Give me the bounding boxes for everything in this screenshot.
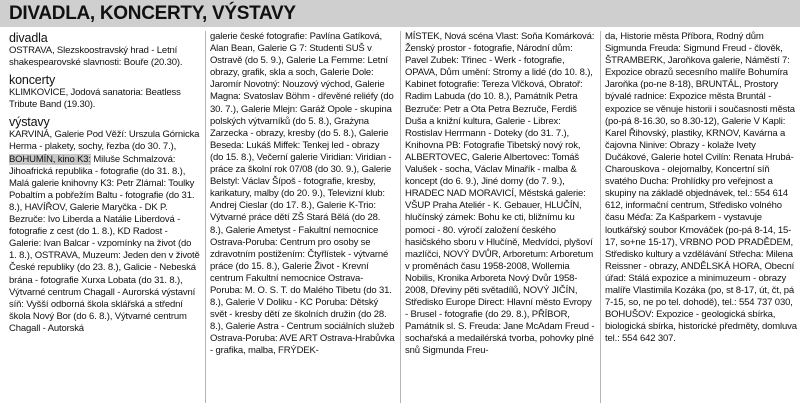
category-heading-vystavy: výstavy bbox=[9, 115, 50, 130]
column-2 bbox=[205, 31, 395, 403]
vystavy-listing-part-4: da, Historie města Příbora, Rodný dům Sigmunda Freuda: Sigmund Freud - člověk, ŠTRAMBERK, Jaroňkova galerie, Náměstí 7: Expozice obrazů secesního malíře Bohumíra Jaroňka (po-ne 8-18), BRUNTÁL, Prostory bývalé radnice: Expozice města Bruntál - expozice se věnuje historii i současnosti města (po-pá 8-16.30, so 8.30-12), Galerie V Kapli: Karel Řihovský, plastiky, KRNOV, Kavárna a čajovna Ninive: Obrazy - kolaže Ivety Dučákové, Galerie hotel Cvilín: Renata Hrubá-Charouskova - olejomalby, Koncertní síň svatého Ducha: Prohlídky pro veřejnost a skupiny na základě objednávek, tel.: 554 614 612, informační centrum, Středisko volného času Méďa: Za Kašparkem - vystavuje loutkářský soubor Krnováček (po-pá 8-14, 15-17, so+ne 15-17), VRBNO POD PRADĚDEM, Středisko kultury a vzdělávání Střecha: Milena Reissner - obrazy, ANDĚLSKÁ HORA, Obecní úřad: Stálá expozice a minimuzeum - obrazy malíře Vlastimila Kozáka (po, st 8-17, út, čt, pá 7-15, so, ne po tel. dohodě), tel.: 554 737 030, BOHUŠOV: Expozice - geologická sbírka, biologická sbírka, historické předměty, domluva tel.: 554 642 307. bbox=[605, 31, 797, 345]
koncerty-listing: KLIMKOVICE, Jodová sanatoria: Beatless Tribute Band (19.30). bbox=[9, 87, 181, 111]
highlighted-venue: BOHUMÍN, kino K3: bbox=[9, 153, 91, 165]
vystavy-listing-part-3: MÍSTEK, Nová scéna Vlast: Soňa Komárková: Ženský prostor - fotografie, Národní dům: Pavel Zubek: Třinec - Werk - fotografie, OPAVA, Dům umění: Stromy a lidé (do 10. 8.), Kabinet fotografie: Tereza Vlčková, Obratoř: Radim Labuda (do 10. 8.), Památník Petra Bezruče: Petr a Ota Petra Bezruče, Ferdiš Duša a knižní kultura, Galerie - Librex: Rostislav Herrmann - Doteky (do 31. 7.), Knihovna PB: Fotografie Tibetský nový rok, ALBERTOVEC, Galerie Albertovec: Tomáš Valušek - socha, Václav Minařík - malba & koncept (do 6. 9.), Jiné domy (do 7. 9.), HRADEC NAD MORAVICÍ, Městská galerie: VŠUP Praha Ateliér - K. Gebauer, HLUČÍN, hlučínský zámek: Bohu ke cti, bližnímu ku pomoci - 80. výročí založení českého hasičského sboru v Hlučíně, Medvídci, plyšoví mazlíčci, NOVÝ DVŮR, Arboretum: Arboretum v proměnách času 1958-2008, Wollemia Nobilis, Kronika Arboreta Nový Dvůr 1958-2008, Dřeviny pěti světadílů, NOVÝ JIČÍN, Středisko Europe Direct: Hlavní město Evropy - Brusel - fotografie (do 29. 8.), PŘÍBOR, Památník sl. S. Freuda: Jane McAdam Freud - sochařská a medailérská tvorba, pohovky plné snů Sigmunda Freu- bbox=[405, 31, 595, 357]
column-4 bbox=[600, 31, 798, 403]
category-heading-divadla: divadla bbox=[9, 31, 48, 45]
vystavy-listing-part-2: galerie české fotografie: Pavlína Gatíková, Alan Bean, Galerie G 7: Studenti SUŠ v Ostravě (do 5. 9.), Galerie La Femme: Letní obrazy, grafik, skla a soch, Galerie Dole: Jaromír Novotný: Nouzový východ, Galerie Magna: Svatoslav Böhm - dřevěné reliéfy (do 30. 7.), Galerie Mlejn: Garáž Opole - skupina polských výtvarníků (do 5. 8.), Grażyna Zarzecka - obrazy, kresby (do 5. 8.), Galerie Beseda: Lukáš Miffek: Tenkej led - obrazy (do 15. 8.), Večerní galerie Viridian: Viridian - práce za školní rok 07/08 (do 30. 9.), Galerie Belstyl: Václav Šípoš - fotografie, kresby, karikatury, malby (do 20. 9.), Televizní klub: Andrej Cieslar (do 17. 8.), Galerie K-Trio: Výtvarné práce dětí ZŠ Stará Bělá (do 28. 8.), Galerie Ametyst - Fakultní nemocnice Ostrava-Poruba: Centrum pro osoby se zdravotním postižením: Čtyřlístek - výtvarné práce (do 15. 8.), Galerie Život - Krevní centrum Fakultní nemocnice Ostrava-Poruba: M. O. S. T. do Malého Tibetu (do 31. 8.), Galerie V Doliku - KC Poruba: Dětský svět - kresby dětí ze školních družin (do 28. 8.), Galerie Astra - Centrum sociálních služeb Ostrava-Poruba: AVE ART Ostrava-Hrabůvka - grafika, malba, FRÝDEK- bbox=[210, 31, 395, 357]
vystavy-listing-part-1 bbox=[9, 129, 200, 335]
divadla-listing: OSTRAVA, Slezskoostravský hrad - Letní shakespearovské slavnosti: Bouře (20.30). bbox=[9, 45, 183, 69]
section-title: DIVADLA, KONCERTY, VÝSTAVY bbox=[9, 3, 296, 24]
section-header-banner bbox=[0, 0, 800, 27]
category-heading-koncerty: koncerty bbox=[9, 73, 56, 88]
vystavy-text-before-highlight: KARVINÁ, Galerie Pod Věží: Urszula Górnicka Herma - plakety, sochy, řezba (do 30. 7.), bbox=[9, 129, 200, 153]
column-3 bbox=[400, 31, 595, 403]
listing-columns bbox=[0, 31, 800, 405]
column-1 bbox=[9, 31, 200, 403]
vystavy-text-after-highlight: Miluše Schmalzová: Jihoafrická republika - fotografie (do 31. 8.), Malá galerie knihovny K3: Petr Zlámal: Toulky Pobaltím a pobřežím Baltu - fotografie (do 31. 8.), HAVÍŘOV, Galerie Maryčka - DK P. Bezruče: Ivo Liberda a Natálie Liberdová - fotografie z cest (do 1. 8.), KD Radost - Galerie: Ivan Balcar - vzpomínky na život (do 1. 8.), OSTRAVA, Muzeum: Jeden den v životě České republiky (do 23. 8.), Galicie - Nebeská brána - fotografie Xurxa Lobata (do 31. 8.), Výtvarné centrum Chagall - Aurorská výstavní síň: Vyšší odborná škola sklářská a střední škola Nový Bor (do 6. 8.), Výtvarné centrum Chagall - Autorská bbox=[9, 153, 200, 334]
